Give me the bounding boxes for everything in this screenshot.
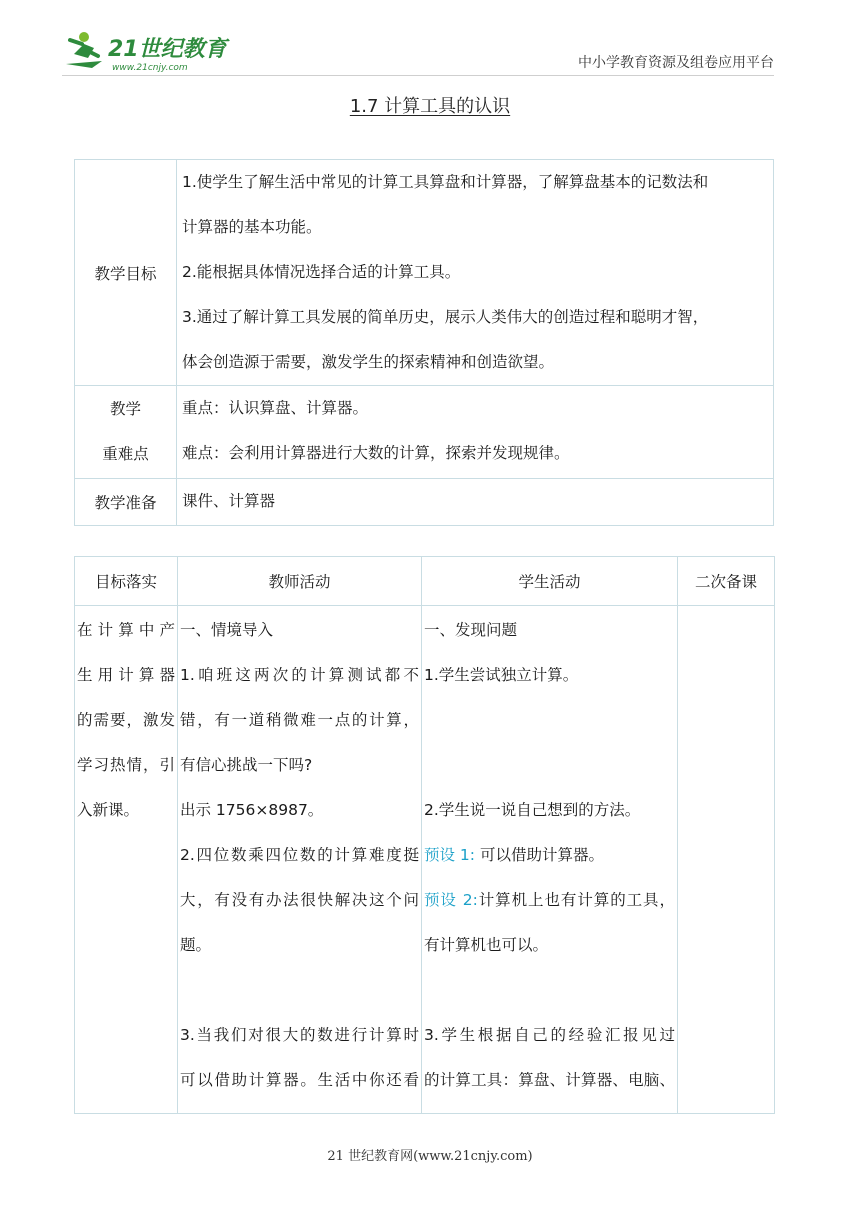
preset-label: 预设 2: (424, 891, 478, 909)
document-title: 1.7 计算工具的认识 (349, 96, 511, 117)
goal-line: 体会创造源于需要，激发学生的探索精神和创造欲望。 (182, 353, 555, 371)
second-prep-cell (678, 606, 775, 1114)
column-header: 教师活动 (178, 557, 422, 606)
row-label: 教学 重难点 (75, 386, 177, 479)
page-footer: 21 世纪教育网(www.21cnjy.com) (327, 1149, 533, 1164)
column-header: 目标落实 (75, 557, 178, 606)
activity-table (74, 556, 775, 1114)
key-point-line: 难点：会利用计算器进行大数的计算，探索并发现规律。 (182, 444, 570, 462)
preparation-cell: 课件、计算器 (177, 479, 774, 526)
key-points-cell (177, 386, 774, 479)
site-logo (62, 28, 232, 74)
goal-line: 1.使学生了解生活中常见的计算工具算盘和计算器，了解算盘基本的记数法和 (182, 173, 709, 191)
header-divider (62, 75, 774, 76)
key-point-line: 重点：认识算盘、计算器。 (182, 399, 369, 417)
goal-cell: 在计算中产 生用计算器 的需要，激发 学习热情，引 入新课。 (75, 606, 178, 1114)
student-activity-cell: 一、发现问题 1.学生尝试独立计算。 2.学生说一说自己想到的方法。 预设 1: 可以借助计算器。 预设 2:计算机上也有计算的工具， 有计算机也可以。 3.学生根据自己的经验汇报见过 的计算工具：算盘、计算器、电脑、 (422, 606, 678, 1114)
logo-text: 21世纪教育 (108, 37, 227, 62)
lesson-info-table (74, 159, 774, 526)
preset-line: 预设 1: 可以借助计算器。 (424, 846, 604, 864)
section-heading: 一、发现问题 (424, 621, 518, 639)
row-label: 教学准备 (75, 479, 177, 526)
goal-line: 3.通过了解计算工具发展的简单历史，展示人类伟大的创造过程和聪明才智， (182, 308, 709, 326)
table-header-row (75, 557, 775, 606)
preset-label: 预设 1: (424, 846, 476, 864)
preset-line: 预设 2:计算机上也有计算的工具， (424, 891, 675, 909)
section-heading: 一、情境导入 (180, 621, 274, 639)
table-row (75, 160, 774, 386)
column-header: 学生活动 (422, 557, 678, 606)
table-row (75, 606, 775, 1114)
table-row (75, 479, 774, 526)
table-row (75, 386, 774, 479)
teacher-activity-cell: 一、情境导入 1.咱班这两次的计算测试都不 错，有一道稍微难一点的计算， 有信心挑战一下吗? 出示 1756×8987。 2.四位数乘四位数的计算难度挺 大，有没有办法很快解决这个问 题。 3.当我们对很大的数进行计算时 可以借助计算器。生活中你还看 (178, 606, 422, 1114)
row-label: 教学目标 (75, 160, 177, 386)
goals-cell (177, 160, 774, 386)
logo-url: www.21cnjy.com (112, 63, 188, 73)
goal-line: 2.能根据具体情况选择合适的计算工具。 (182, 263, 461, 281)
platform-tag: 中小学教育资源及组卷应用平台 (578, 55, 774, 71)
column-header: 二次备课 (678, 557, 775, 606)
goal-line: 计算器的基本功能。 (182, 218, 322, 236)
